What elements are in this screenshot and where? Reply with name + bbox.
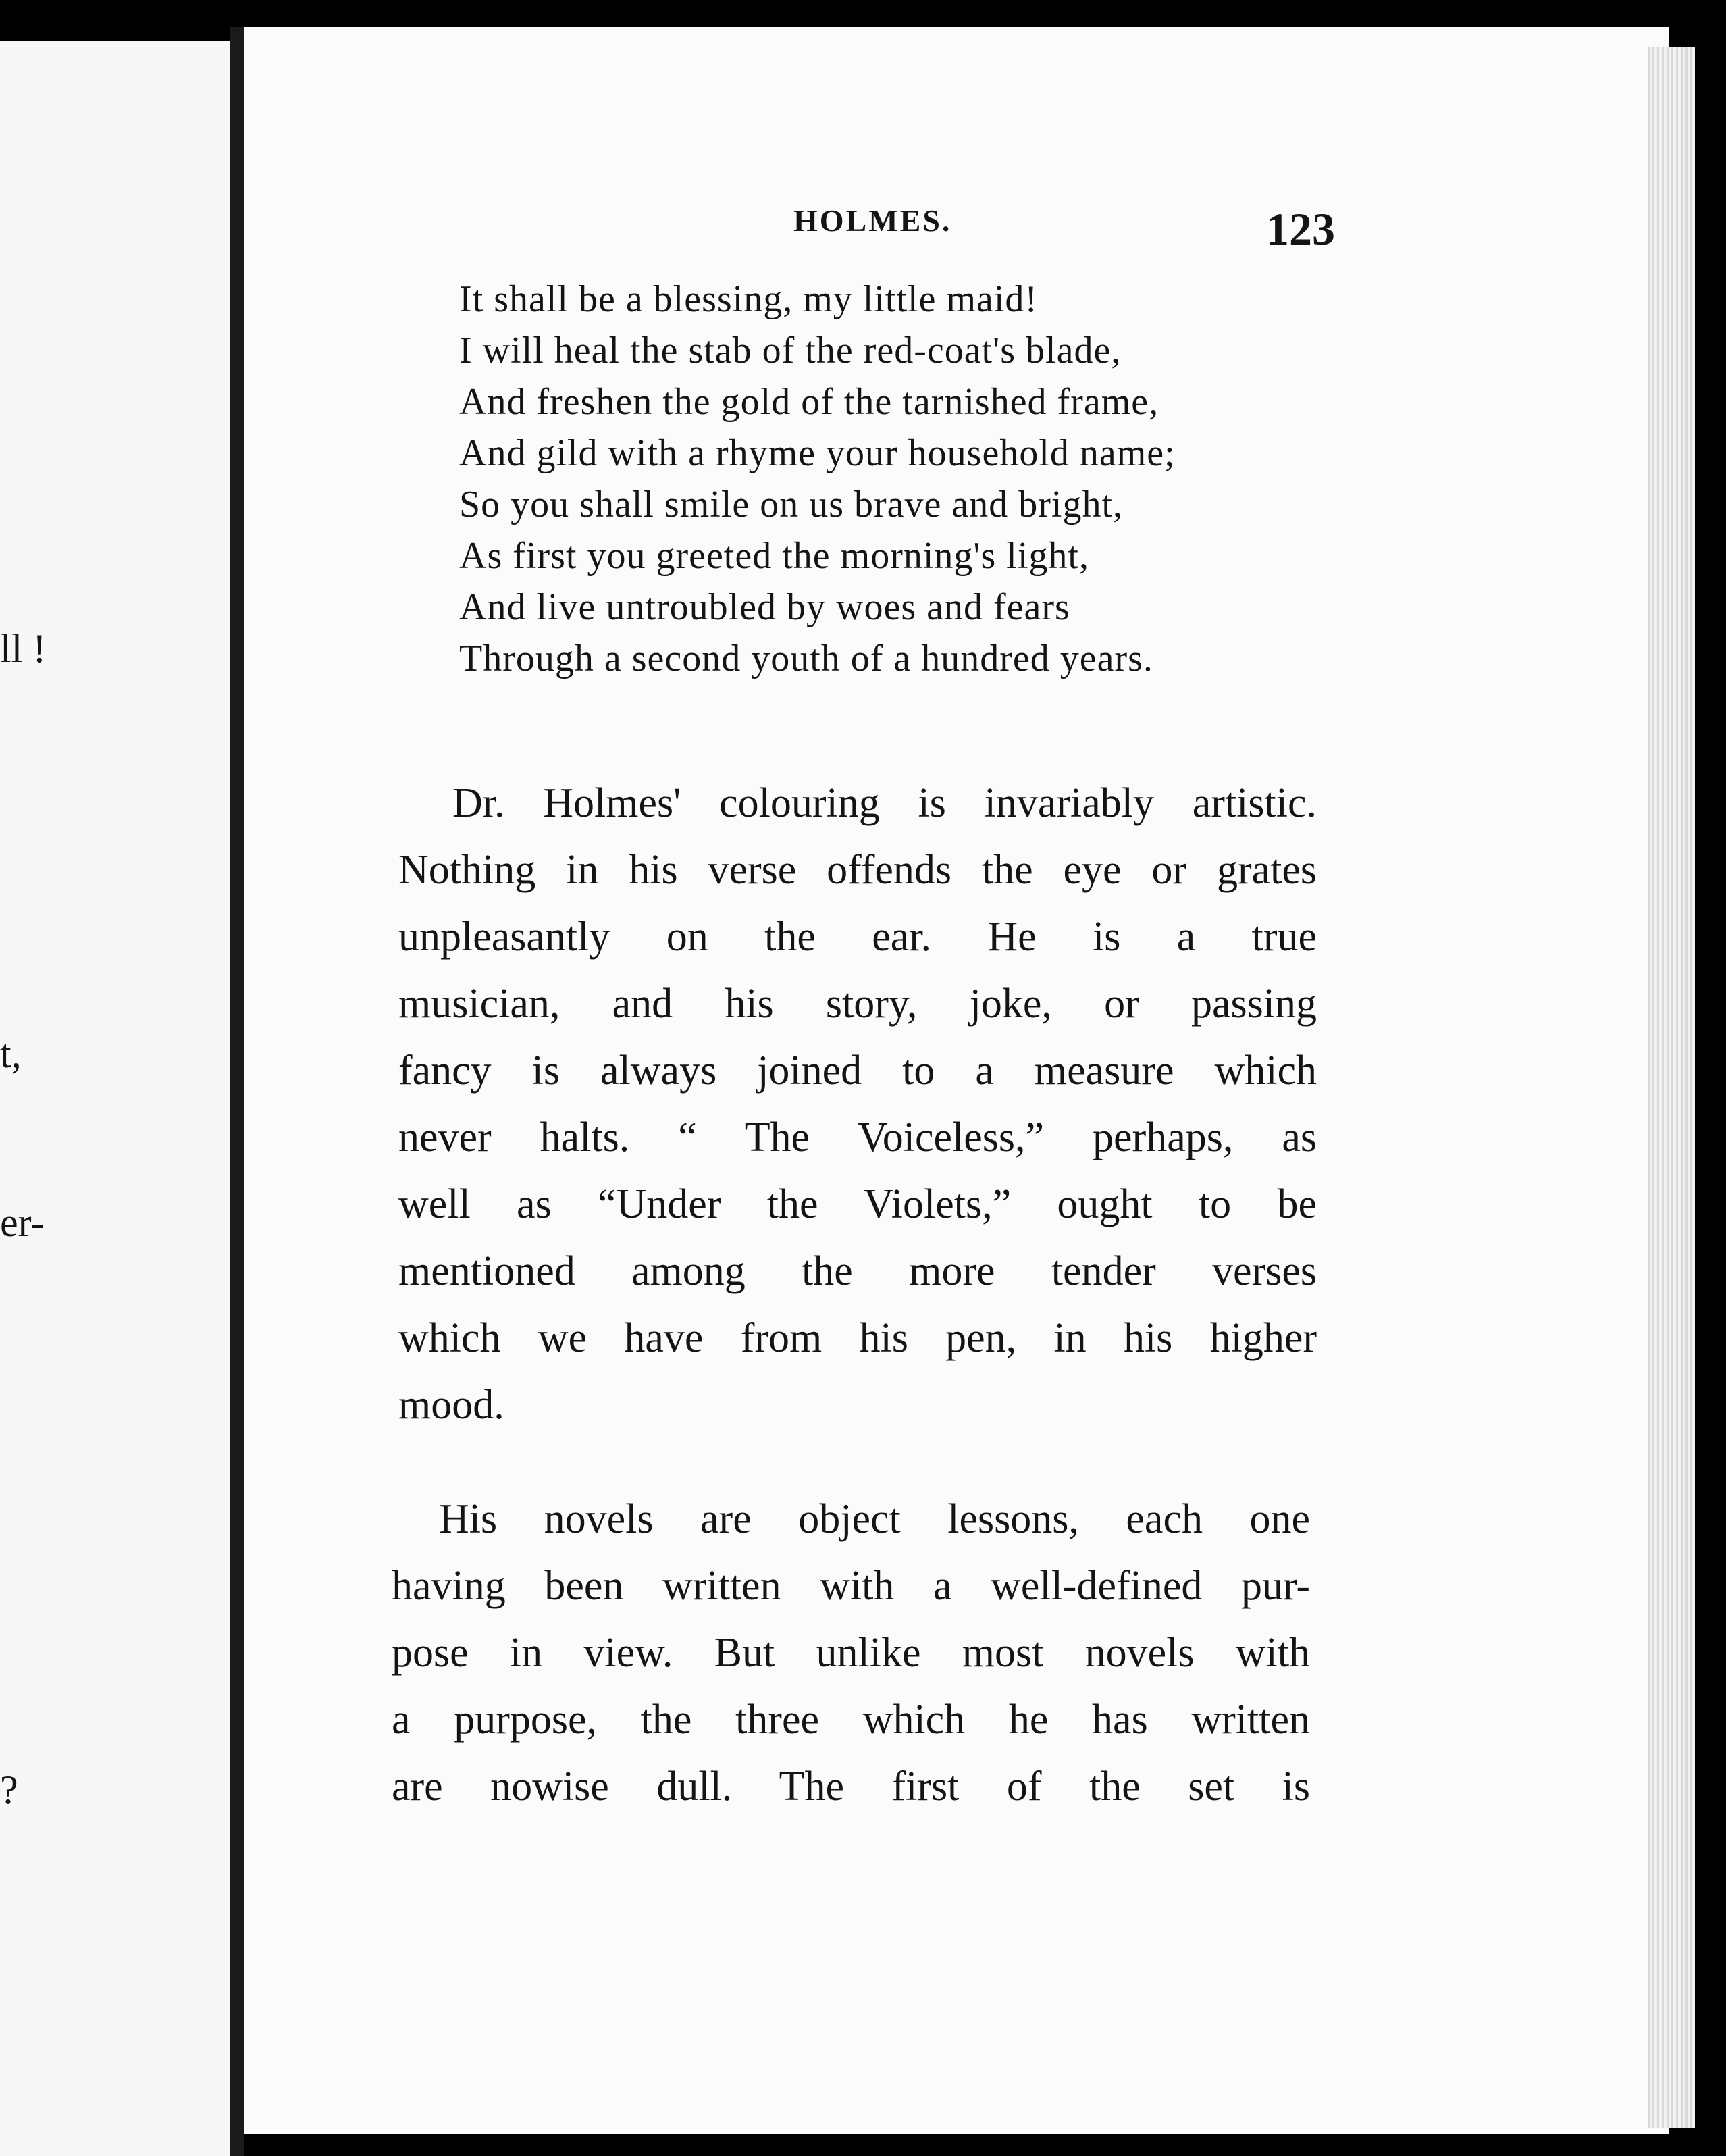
poem-line: I will heal the stab of the red-coat's blade, [459, 330, 1122, 371]
margin-fragment: ? [0, 1768, 18, 1812]
paragraph-line: musician, and his story, joke, or passing [398, 981, 1317, 1027]
paragraph-line: mood. [398, 1382, 504, 1428]
paragraph-line: fancy is always joined to a measure which [398, 1048, 1317, 1094]
paragraph-line: unpleasantly on the ear. He is a true [398, 914, 1317, 960]
poem-line: And freshen the gold of the tarnished frame, [459, 381, 1159, 423]
paragraph-line: never halts. “ The Voiceless,” perhaps, as [398, 1114, 1317, 1160]
poem-line: As first you greeted the morning's light, [459, 535, 1089, 577]
paragraph-line: having been written with a well-defined pur- [392, 1563, 1310, 1609]
margin-fragment: t, [0, 1031, 22, 1076]
poem-line: And gild with a rhyme your household name; [459, 432, 1176, 474]
paragraph-novels [392, 1486, 1310, 1820]
poem-line: And live untroubled by woes and fears [459, 586, 1070, 628]
margin-fragment: er- [0, 1200, 45, 1245]
poem-line: It shall be a blessing, my little maid! [459, 278, 1039, 320]
paragraph-line: well as “Under the Violets,” ought to be [398, 1181, 1317, 1227]
poem-stanza [459, 274, 1337, 684]
paragraph-line: mentioned among the more tender verses [398, 1248, 1317, 1294]
left-facing-page [0, 41, 230, 2156]
margin-fragment: ll ! [0, 626, 47, 671]
paragraph-line: a purpose, the three which he has written [392, 1697, 1310, 1743]
paragraph-colouring [398, 770, 1317, 1439]
paragraph-line: pose in view. But unlike most novels with [392, 1630, 1310, 1676]
paragraph-line: Dr. Holmes' colouring is invariably artistic. [452, 780, 1317, 826]
paragraph-line: Nothing in his verse offends the eye or grates [398, 847, 1317, 893]
paragraph-line: His novels are object lessons, each one [439, 1496, 1310, 1542]
page-number: 123 [1266, 203, 1335, 255]
book-gutter [230, 27, 244, 2156]
poem-line: So you shall smile on us brave and bright, [459, 484, 1124, 525]
page-edges [1648, 47, 1695, 2128]
paragraph-line: are nowise dull. The first of the set is [392, 1764, 1310, 1810]
poem-line: Through a second youth of a hundred years. [459, 638, 1153, 679]
paragraph-line: which we have from his pen, in his higher [398, 1315, 1317, 1361]
running-title: HOLMES. [793, 203, 952, 238]
